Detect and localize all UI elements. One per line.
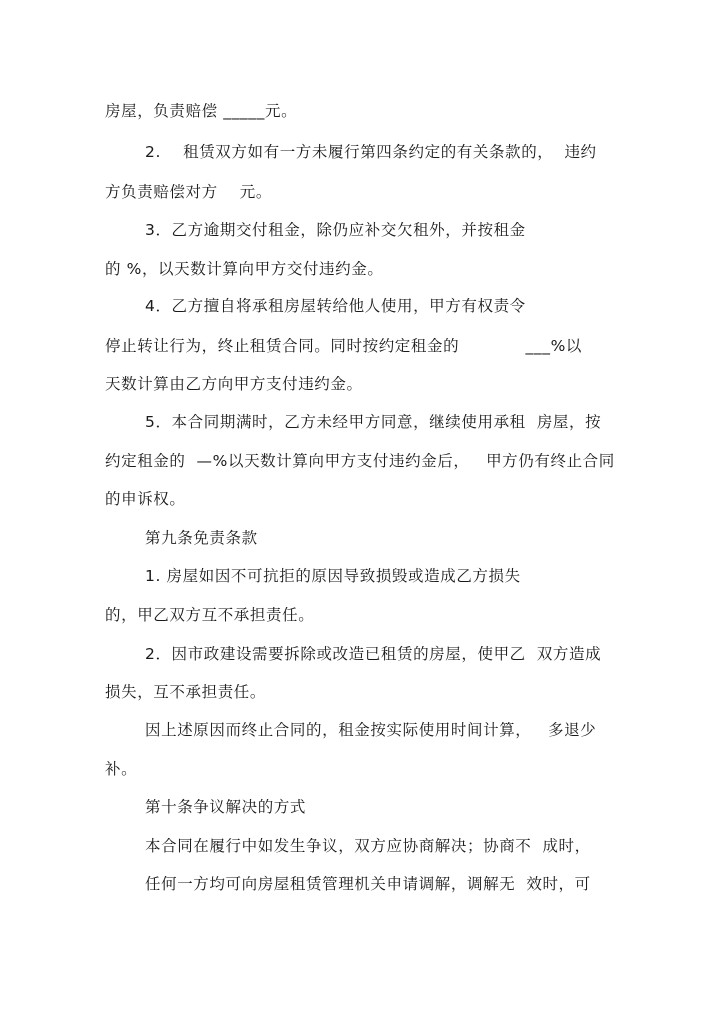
text-line-7: 停止转让行为，终止租赁合同。同时按约定租金的 ___%以 <box>105 337 583 355</box>
text-line-1: 房屋，负责赔偿 _____元。 <box>105 102 298 120</box>
text-line-2: 2. 租赁双方如有一方未履行第四条约定的有关条款的， 违约 <box>145 143 597 161</box>
text-line-6: 4．乙方擅自将承租房屋转给他人使用，甲方有权责令 <box>145 297 526 315</box>
text-line-16: 损失，互不承担责任。 <box>105 683 267 701</box>
text-line-14: 的，甲乙双方互不承担责任。 <box>105 606 315 624</box>
text-line-10: 约定租金的 —%以天数计算向甲方支付违约金后， 甲方仍有终止合同 <box>105 452 615 470</box>
text-line-11: 的申诉权。 <box>105 490 186 508</box>
text-line-20: 本合同在履行中如发生争议，双方应协商解决；协商不 成时， <box>145 837 591 855</box>
text-line-15: 2．因市政建设需要拆除或改造已租赁的房屋，使甲乙 双方造成 <box>145 645 602 663</box>
text-line-18: 补。 <box>105 760 138 778</box>
text-line-3: 方负责赔偿对方 元。 <box>105 183 273 201</box>
section-heading-10: 第十条争议解决的方式 <box>145 798 307 816</box>
text-line-9: 5．本合同期满时，乙方未经甲方同意，继续使用承租 房屋，按 <box>145 413 602 431</box>
text-line-17: 因上述原因而终止合同的，租金按实际使用时间计算， 多退少 <box>145 721 597 739</box>
text-line-21: 任何一方均可向房屋租赁管理机关申请调解，调解无 效时，可 <box>145 875 591 893</box>
text-line-5: 的 %，以天数计算向甲方交付违约金。 <box>105 260 384 278</box>
text-line-13: 1. 房屋如因不可抗拒的原因导致损毁或造成乙方损失 <box>145 567 521 585</box>
text-line-8: 天数计算由乙方向甲方支付违约金。 <box>105 375 363 393</box>
text-line-4: 3．乙方逾期交付租金，除仍应补交欠租外，并按租金 <box>145 221 526 239</box>
section-heading-9: 第九条免责条款 <box>145 529 258 547</box>
